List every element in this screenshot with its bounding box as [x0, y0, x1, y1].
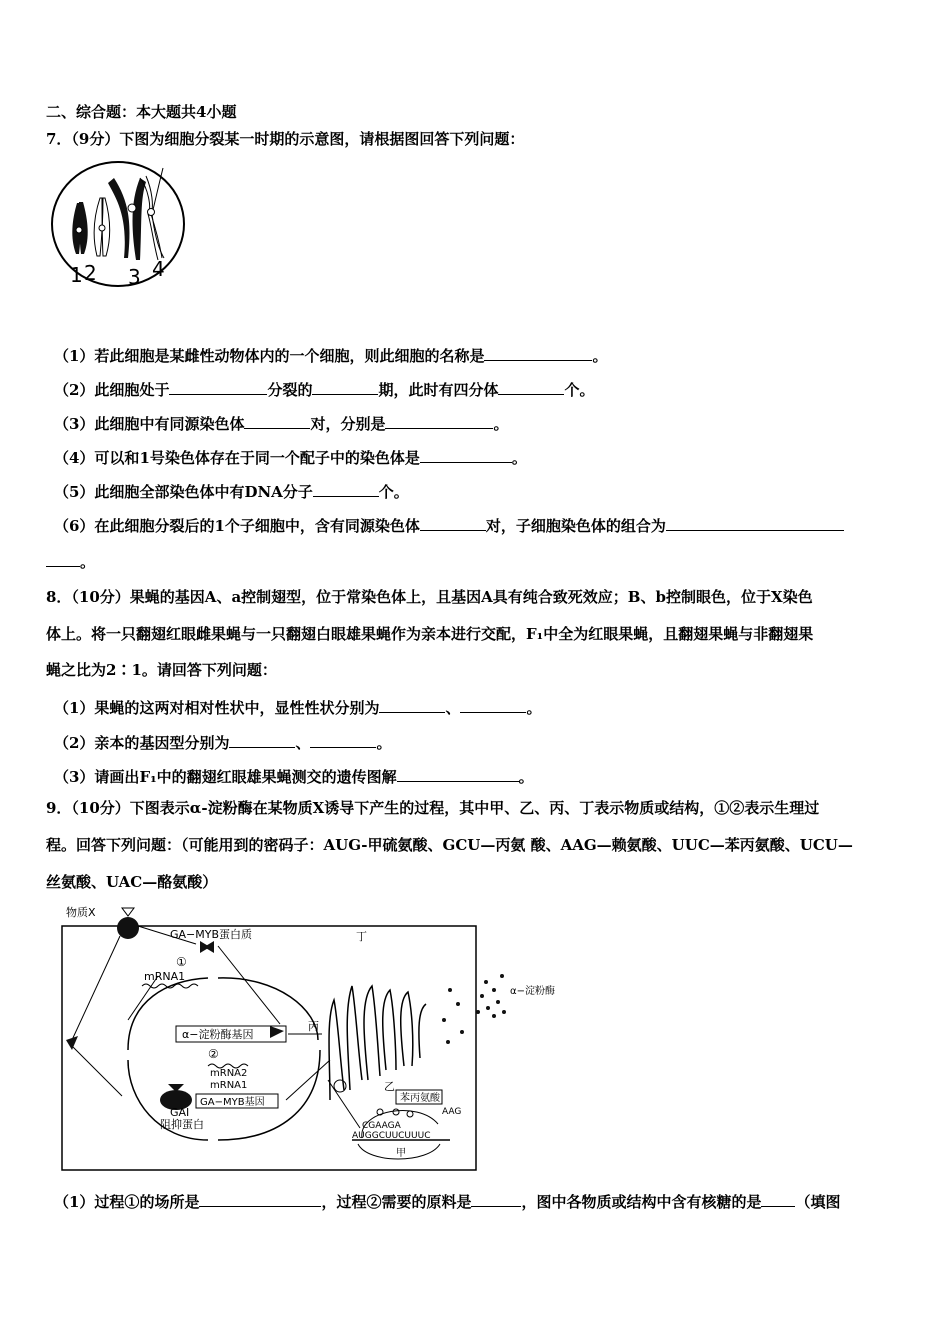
answer-blank[interactable] — [471, 1190, 521, 1207]
inhibitor-label: 阻抑蛋白 — [160, 1118, 204, 1131]
chromosome-label-2: 2 — [84, 261, 97, 285]
q7-sub6-cont: 。 — [46, 550, 95, 572]
phe-label: 苯丙氨酸 — [400, 1093, 440, 1104]
answer-blank[interactable] — [484, 344, 592, 361]
answer-blank[interactable] — [199, 1190, 321, 1207]
cgaaga-label: CGAAGA — [362, 1121, 401, 1131]
q7-cell-figure — [48, 158, 193, 293]
q7-sub6: （6）在此细胞分裂后的1个子细胞中，含有同源染色体 对，子细胞染色体的组合为 — [54, 514, 844, 536]
q8-sub2: （2）亲本的基因型分别为 、 。 — [54, 731, 391, 753]
endoplasmic-reticulum — [329, 986, 426, 1100]
q9-amylase-figure — [58, 900, 578, 1175]
q7-sub4: （4）可以和1号染色体存在于同一个配子中的染色体是 。 — [54, 446, 527, 468]
mrna1b-label: mRNA1 — [210, 1080, 248, 1091]
q7-sub3: （3）此细胞中有同源染色体 对，分别是 。 — [54, 412, 508, 434]
chromosome-3 — [108, 178, 146, 260]
answer-blank[interactable] — [312, 378, 378, 395]
answer-blank[interactable] — [379, 696, 445, 713]
q8-sub1: （1）果蝇的这两对相对性状中，显性性状分别为 、 。 — [54, 696, 541, 718]
q9-line3: 丝氨酸、UAC—酪氨酸） — [46, 873, 218, 891]
answer-blank[interactable] — [244, 412, 310, 429]
jia-label: 甲 — [396, 1148, 406, 1159]
chromosome-1 — [72, 202, 87, 254]
q8-line1: 8．（10分）果蝇的基因A、a控制翅型，位于常染色体上，且基因A具有纯合致死效应；B、b控制眼色，位于X染色 — [46, 588, 813, 606]
answer-blank[interactable] — [169, 378, 267, 395]
process1-label: ① — [176, 955, 187, 969]
mrna2-label: mRNA2 — [210, 1068, 248, 1079]
answer-blank[interactable] — [761, 1190, 795, 1207]
amylase-dots — [442, 974, 506, 1044]
answer-blank[interactable] — [420, 446, 512, 463]
answer-blank[interactable] — [385, 412, 493, 429]
q9-sub1: （1）过程①的场所是 ，过程②需要的原料是 ，图中各物质或结构中含有核糖的是 （填图 — [54, 1190, 841, 1212]
q7-sub1: （1）若此细胞是某雌性动物体内的一个细胞，则此细胞的名称是 。 — [54, 344, 607, 366]
chromosome-label-4: 4 — [152, 257, 165, 281]
mrna1-label: mRNA1 — [144, 970, 186, 983]
q9-line1: 9．（10分）下图表示α-淀粉酶在某物质X诱导下产生的过程，其中甲、乙、丙、丁表示物质或结构，①②表示生理过 — [46, 799, 820, 817]
answer-blank[interactable] — [498, 378, 564, 395]
substance-x-label: 物质X — [66, 906, 96, 919]
ga-myb-protein-label: GA−MYB蛋白质 — [170, 928, 253, 941]
chromosome-2 — [94, 198, 110, 256]
q7-sub2: （2）此细胞处于 分裂的 期，此时有四分体 个。 — [54, 378, 595, 400]
q7-sub5: （5）此细胞全部染色体中有DNA分子 个。 — [54, 480, 409, 502]
ding-label: 丁 — [356, 930, 367, 943]
q8-sub3: （3）请画出F₁中的翻翅红眼雄果蝇测交的遗传图解 。 — [54, 765, 534, 787]
receptor-blob — [117, 917, 139, 939]
amylase-gene-label: α−淀粉酶基因 — [182, 1028, 254, 1041]
nucleus — [128, 978, 320, 1140]
ga-myb-gene-label: GA−MYB基因 — [200, 1097, 265, 1108]
answer-blank[interactable] — [420, 514, 486, 531]
chromosome-label-3: 3 — [128, 265, 141, 289]
answer-blank[interactable] — [313, 480, 379, 497]
section-title: 二、综合题：本大题共4小题 — [46, 103, 237, 121]
chromosome-label-1: 1 — [70, 263, 83, 287]
q7-stem: 7．（9分）下图为细胞分裂某一时期的示意图，请根据图回答下列问题： — [46, 130, 525, 148]
bing-label: 丙 — [308, 1020, 319, 1033]
answer-blank[interactable] — [460, 696, 526, 713]
process2-label: ② — [208, 1047, 219, 1061]
amylase-label: α−淀粉酶 — [510, 986, 555, 997]
gai-label: GAI — [170, 1106, 190, 1119]
answer-blank[interactable] — [397, 765, 519, 782]
answer-blank[interactable] — [229, 731, 295, 748]
answer-blank[interactable] — [46, 550, 80, 567]
answer-blank[interactable] — [666, 514, 844, 531]
yi-label: 乙 — [384, 1080, 395, 1093]
q9-line2: 程。回答下列问题：（可能用到的密码子：AUG-甲硫氨酸、GCU—丙氨 酸、AAG—赖氨酸、UUC—苯丙氨酸、UCU— — [46, 836, 853, 854]
mrna-seq-label: AUGGCUUCUUUC — [352, 1131, 431, 1141]
aag-label: AAG — [442, 1107, 462, 1117]
q8-line3: 蝇之比为2∶1。请回答下列问题： — [46, 661, 277, 679]
answer-blank[interactable] — [310, 731, 376, 748]
q8-line2: 体上。将一只翻翅红眼雌果蝇与一只翻翅白眼雄果蝇作为亲本进行交配，F₁中全为红眼果蝇，且翻翅果蝇与非翻翅果 — [46, 625, 814, 643]
